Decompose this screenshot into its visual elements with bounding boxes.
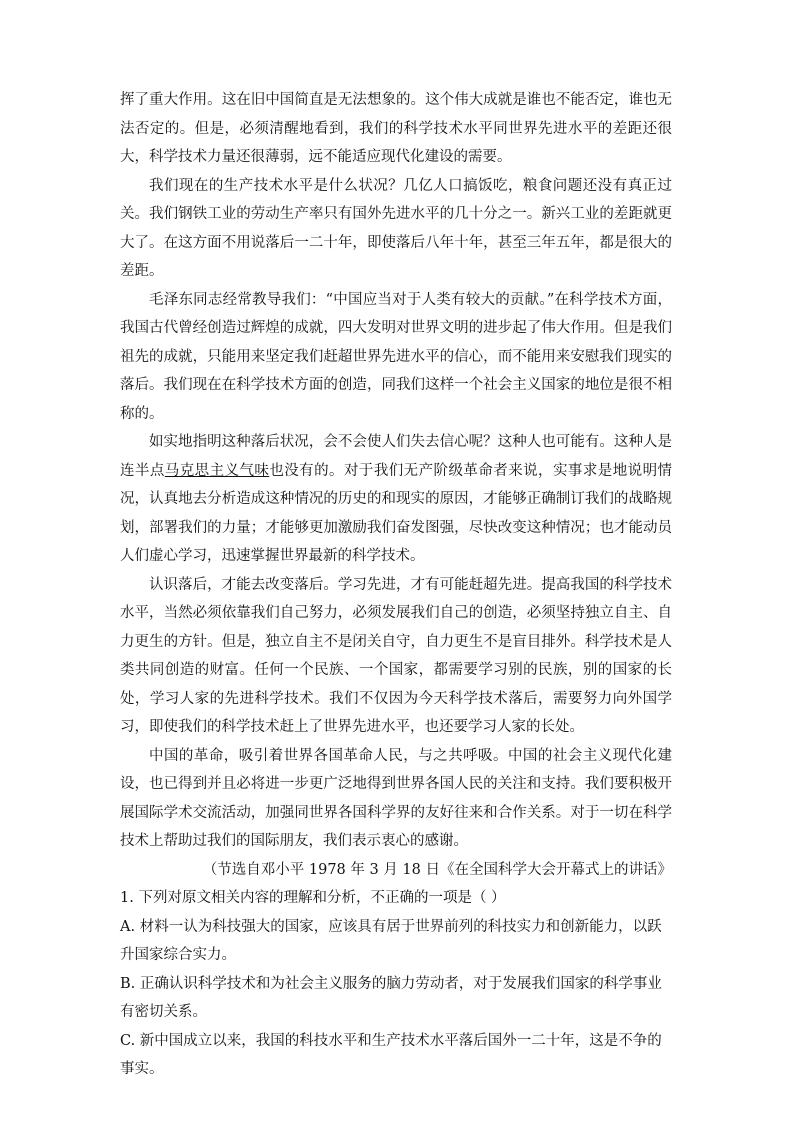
paragraph-6: 中国的革命，吸引着世界各国革命人民，与之共呼吸。中国的社会主义现代化建设，也已得到并且必将进一步更广泛地得到世界各国人民的关注和支持。我们要积极开展国际学术交流活动，加强同世界各国科学界的友好往来和合作关系。对于一切在科学技术上帮助过我们的国际朋友，我们表示衷心的感谢。: [120, 747, 672, 849]
paragraph-5: 认识落后，才能去改变落后。学习先进，才有可能赶超先进。提高我国的科学技术水平，当然必须依靠我们自己努力，必须发展我们自己的创造，必须坚持独立自主、自力更生的方针。但是，独立自主不是闭关自守，自力更生不是盲目排外。科学技术是人类共同创造的财富。任何一个民族、一个国家，都需要学习别的民族，别的国家的长处，学习人家的先进科学技术。我们不仅因为今天科学技术落后，需要努力向外国学习，即使我们的科学技术赶上了世界先进水平，也还要学习人家的长处。: [120, 576, 672, 735]
option-b: B. 正确认识科学技术和为社会主义服务的脑力劳动者，对于发展我们国家的科学事业有密切关系。: [120, 975, 662, 1020]
document-page: [120, 86, 672, 1084]
paragraph-4: [120, 428, 672, 571]
source-citation: （节选自邓小平 1978 年 3 月 18 日《在全国科学大会开幕式上的讲话》: [202, 861, 672, 878]
paragraph-4-after: 也没有的。对于我们无产阶级革命者来说，实事求是地说明情况，认真地去分析造成这种情况的历史的和现实的原因，才能够正确制订我们的战略规划，部署我们的力量；才能够更加激励我们奋发图强，尽快改变这种情况；也才能动员人们虚心学习，迅速掌握世界最新的科学技术。: [120, 462, 673, 564]
paragraph-3: 毛泽东同志经常教导我们：“中国应当对于人类有较大的贡献。”在科学技术方面，我国古代曾经创造过辉煌的成就，四大发明对世界文明的进步起了伟大作用。但是我们祖先的成就，只能用来坚定我们赶超世界先进水平的信心，而不能用来安慰我们现实的落后。我们现在在科学技术方面的创造，同我们这样一个社会主义国家的地位是很不相称的。: [120, 291, 672, 422]
paragraph-2: 我们现在的生产技术水平是什么状况？几亿人口搞饭吃，粮食问题还没有真正过关。我们钢铁工业的劳动生产率只有国外先进水平的几十分之一。新兴工业的差距就更大了。在这方面不用说落后一二十年，即使落后八年十年，甚至三年五年，都是很大的差距。: [120, 177, 672, 279]
option-a: A. 材料一认为科技强大的国家，应该具有居于世界前列的科技实力和创新能力，以跃升国家综合实力。: [120, 918, 662, 963]
question-1: 1. 下列对原文相关内容的理解和分析，不正确的一项是（ ）: [120, 890, 506, 906]
option-c: C. 新中国成立以来，我国的科技水平和生产技术水平落后国外一二十年，这是不争的事实。: [120, 1032, 662, 1077]
underlined-phrase: 马克思主义气味: [164, 462, 270, 479]
paragraph-4-before: 如实地指明这种落后状况，会不会使人们失去信心呢？这种人也可能有。这种人是连半点: [120, 434, 672, 479]
paragraph-1: 挥了重大作用。这在旧中国简直是无法想象的。这个伟大成就是谁也不能否定，谁也无法否定的。但是，必须清醒地看到，我们的科学技术水平同世界先进水平的差距还很大，科学技术力量还很薄弱，远不能适应现代化建设的需要。: [120, 92, 672, 165]
